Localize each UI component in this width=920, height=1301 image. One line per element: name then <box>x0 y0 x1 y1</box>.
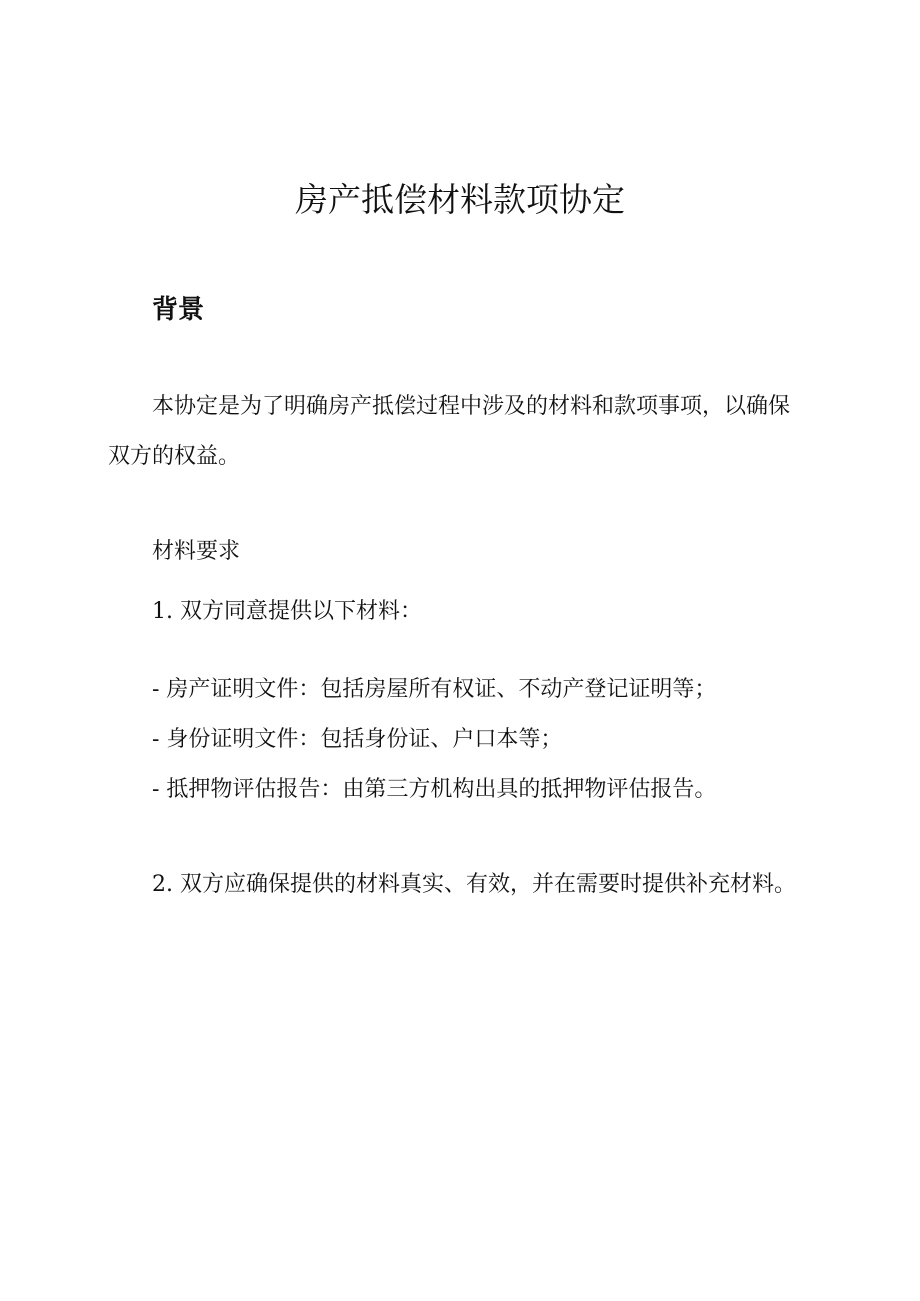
materials-bullet-1: - 房产证明文件：包括房屋所有权证、不动产登记证明等； <box>152 677 717 702</box>
background-paragraph: 本协定是为了明确房产抵偿过程中涉及的材料和款项事项，以确保双方的权益。 <box>108 394 791 469</box>
materials-bullet-2: - 身份证明文件：包括身份证、户口本等； <box>152 727 563 752</box>
section-heading-background: 背景 <box>152 295 205 325</box>
document-title: 房产抵偿材料款项协定 <box>295 180 625 219</box>
materials-item-1: 1. 双方同意提供以下材料： <box>152 599 422 624</box>
materials-item-2: 2. 双方应确保提供的材料真实、有效，并在需要时提供补充材料。 <box>152 872 796 897</box>
materials-bullet-3: - 抵押物评估报告：由第三方机构出具的抵押物评估报告。 <box>152 777 717 802</box>
section-heading-materials: 材料要求 <box>152 539 241 564</box>
